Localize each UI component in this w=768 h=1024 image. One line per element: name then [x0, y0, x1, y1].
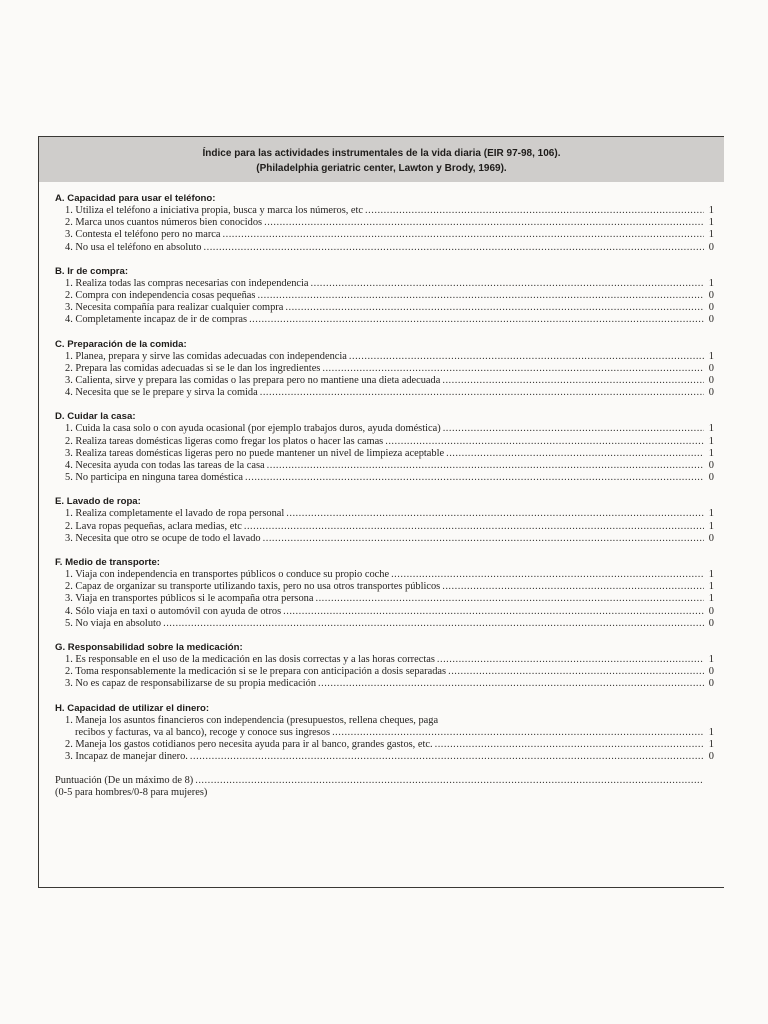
- item-score: 0: [708, 751, 714, 763]
- item-text: 3. Viaja en transportes públicos si le acompaña otra persona: [65, 593, 314, 605]
- item-score: 1: [708, 520, 714, 532]
- section-title: F. Medio de transporte:: [55, 557, 161, 569]
- dot-leader: [260, 387, 704, 399]
- dot-leader: [332, 727, 704, 739]
- dot-leader: [435, 739, 704, 751]
- item-score: 1: [708, 350, 714, 362]
- list-item: [55, 715, 714, 739]
- section-h: [55, 702, 714, 764]
- item-score: 0: [708, 532, 714, 544]
- dot-leader: [249, 314, 704, 326]
- item-text: 1. Maneja los asuntos financieros con independencia (presupuestos, rellena cheques, paga: [65, 714, 439, 726]
- item-text: 5. No viaja en absoluto: [65, 617, 162, 629]
- item-text: 1. Cuida la casa solo o con ayuda ocasional (por ejemplo trabajos duros, ayuda doméstica): [65, 423, 441, 435]
- item-text: 1. Planea, prepara y sirve las comidas adecuadas con independencia: [65, 350, 347, 362]
- dot-leader: [245, 472, 704, 484]
- dot-leader: [385, 436, 704, 448]
- list-item: [55, 618, 714, 630]
- dot-leader: [365, 205, 704, 217]
- item-text: 4. Sólo viaja en taxi o automóvil con ayuda de otros: [65, 605, 282, 617]
- form-header: [39, 136, 724, 182]
- item-text: 1. Realiza completamente el lavado de ropa personal: [65, 508, 285, 520]
- dot-leader: [263, 533, 704, 545]
- score-total-label: Puntuación (De un máximo de 8): [55, 774, 194, 786]
- list-item: [55, 290, 714, 302]
- list-item: [55, 472, 714, 484]
- dot-leader: [283, 606, 704, 618]
- item-text: 3. Contesta el teléfono pero no marca: [65, 229, 221, 241]
- dot-leader: [267, 460, 704, 472]
- section-title: H. Capacidad de utilizar el dinero:: [55, 702, 210, 714]
- list-item: [55, 606, 714, 618]
- item-score: 1: [708, 739, 714, 751]
- item-score: 0: [708, 375, 714, 387]
- list-item: [55, 739, 714, 751]
- dot-leader: [315, 593, 704, 605]
- item-text: 4. Completamente incapaz de ir de compras: [65, 314, 248, 326]
- item-score: 1: [708, 726, 714, 738]
- item-text: 4. Necesita ayuda con todas las tareas de la casa: [65, 460, 265, 472]
- dot-leader: [448, 666, 704, 678]
- item-text: 1. Realiza todas las compras necesarias con independencia: [65, 277, 309, 289]
- dot-leader: [311, 278, 704, 290]
- list-item: [55, 302, 714, 314]
- item-score: 0: [708, 362, 714, 374]
- item-score: 0: [708, 241, 714, 253]
- item-score: 1: [708, 447, 714, 459]
- section-title: B. Ir de compra:: [55, 265, 129, 277]
- item-score: 0: [708, 290, 714, 302]
- list-item: [55, 654, 714, 666]
- list-item: [55, 375, 714, 387]
- dot-leader: [442, 375, 704, 387]
- list-item: [55, 242, 714, 254]
- section-title: C. Preparación de la comida:: [55, 338, 187, 350]
- dot-leader: [286, 508, 704, 520]
- dot-leader: [437, 654, 704, 666]
- list-item: [55, 521, 714, 533]
- item-score: 0: [708, 666, 714, 678]
- list-item: [55, 460, 714, 472]
- list-item: [55, 217, 714, 229]
- dot-leader: [190, 751, 704, 763]
- form-content: [39, 182, 724, 764]
- dot-leader: [443, 423, 704, 435]
- dot-leader: [264, 217, 704, 229]
- item-text: 4. No usa el teléfono en absoluto: [65, 241, 202, 253]
- item-text: recibos y facturas, va al banco), recoge y conoce sus ingresos: [75, 726, 331, 738]
- item-score: 1: [708, 569, 714, 581]
- item-text: 3. Necesita compañía para realizar cualquier compra: [65, 302, 284, 314]
- item-score: 1: [708, 593, 714, 605]
- item-score: 1: [708, 277, 714, 289]
- section-g: [55, 641, 714, 691]
- item-score: 0: [708, 302, 714, 314]
- section-f: [55, 556, 714, 630]
- dot-leader: [446, 448, 704, 460]
- item-text: 2. Maneja los gastos cotidianos pero necesita ayuda para ir al banco, grandes gastos, etc.: [65, 739, 433, 751]
- list-item: [55, 581, 714, 593]
- dot-leader: [322, 363, 704, 375]
- item-text: 3. Incapaz de manejar dinero.: [65, 751, 188, 763]
- dot-leader: [204, 242, 705, 254]
- item-text: 1. Viaja con independencia en transportes públicos o conduce su propio coche: [65, 569, 390, 581]
- dot-leader: [442, 581, 704, 593]
- section-title: D. Cuidar la casa:: [55, 411, 136, 423]
- iadl-form: [38, 136, 724, 888]
- item-text: 2. Prepara las comidas adecuadas si se le dan los ingredientes: [65, 362, 321, 374]
- list-item: [55, 205, 714, 217]
- dot-leader: [223, 229, 704, 241]
- item-text: 5. No participa en ninguna tarea doméstica: [65, 472, 244, 484]
- item-score: 0: [708, 387, 714, 399]
- list-item: [55, 533, 714, 545]
- item-text: 2. Realiza tareas domésticas ligeras como fregar los platos o hacer las camas: [65, 435, 384, 447]
- item-continuation-row: [55, 727, 714, 739]
- dot-leader: [318, 678, 704, 690]
- list-item: [55, 593, 714, 605]
- item-text: 2. Capaz de organizar su transporte utilizando taxis, pero no usa otros transportes públicos: [65, 581, 441, 593]
- item-text: 3. No es capaz de responsabilizarse de su propia medicación: [65, 678, 317, 690]
- item-score: 0: [708, 472, 714, 484]
- dot-leader: [349, 351, 704, 363]
- score-total-row: [55, 775, 714, 787]
- dot-leader: [391, 569, 704, 581]
- list-item: [55, 751, 714, 763]
- item-score: 1: [708, 229, 714, 241]
- item-text: 2. Compra con independencia cosas pequeñas: [65, 290, 256, 302]
- dot-leader: [244, 521, 704, 533]
- item-score: 1: [708, 654, 714, 666]
- item-text: 2. Toma responsablemente la medicación si se le prepara con anticipación a dosis separadas: [65, 666, 447, 678]
- item-score: 0: [708, 678, 714, 690]
- form-footer: [39, 775, 724, 799]
- section-d: [55, 410, 714, 484]
- list-item: [55, 508, 714, 520]
- list-item: [55, 666, 714, 678]
- section-title: G. Responsabilidad sobre la medicación:: [55, 642, 243, 654]
- item-text: 3. Realiza tareas domésticas ligeras pero no puede mantener un nivel de limpieza aceptable: [65, 447, 445, 459]
- item-score: 0: [708, 460, 714, 472]
- list-item: [55, 229, 714, 241]
- item-score: 1: [708, 423, 714, 435]
- list-item: [55, 387, 714, 399]
- dot-leader: [257, 290, 704, 302]
- item-text: 2. Marca unos cuantos números bien conocidos: [65, 217, 263, 229]
- list-item: [55, 278, 714, 290]
- item-score: 1: [708, 205, 714, 216]
- item-score: 1: [708, 217, 714, 229]
- list-item: [55, 448, 714, 460]
- list-item: [55, 314, 714, 326]
- item-score: 1: [708, 581, 714, 593]
- list-item: [55, 678, 714, 690]
- item-text: 3. Calienta, sirve y prepara las comidas o las prepara pero no mantiene una dieta adecuada: [65, 375, 441, 387]
- form-subtitle: (Philadelphia geriatric center, Lawton y Brody, 1969).: [256, 163, 507, 174]
- section-title: E. Lavado de ropa:: [55, 496, 141, 508]
- form-title: Índice para las actividades instrumentales de la vida diaria (EIR 97-98, 106).: [202, 148, 561, 159]
- section-b: [55, 265, 714, 327]
- section-e: [55, 495, 714, 545]
- item-text: 4. Necesita que se le prepare y sirva la comida: [65, 387, 258, 399]
- score-note: (0-5 para hombres/0-8 para mujeres): [55, 786, 208, 798]
- item-score: 1: [708, 508, 714, 520]
- item-text: 3. Necesita que otro se ocupe de todo el lavado: [65, 532, 261, 544]
- dot-leader: [163, 618, 704, 630]
- list-item: [55, 363, 714, 375]
- item-score: 0: [708, 314, 714, 326]
- section-c: [55, 338, 714, 400]
- list-item: [55, 423, 714, 435]
- section-title: A. Capacidad para usar el teléfono:: [55, 193, 216, 204]
- list-item: [55, 351, 714, 363]
- section-a: [55, 192, 714, 254]
- dot-leader: [195, 775, 704, 787]
- item-text: 2. Lava ropas pequeñas, aclara medias, etc: [65, 520, 242, 532]
- item-text: 1. Es responsable en el uso de la medicación en las dosis correctas y a las horas correctas: [65, 654, 435, 666]
- list-item: [55, 569, 714, 581]
- item-score: 1: [708, 435, 714, 447]
- dot-leader: [285, 302, 704, 314]
- item-score: 0: [708, 617, 714, 629]
- list-item: [55, 436, 714, 448]
- item-score: 0: [708, 605, 714, 617]
- item-text: 1. Utiliza el teléfono a iniciativa propia, busca y marca los números, etc: [65, 205, 364, 216]
